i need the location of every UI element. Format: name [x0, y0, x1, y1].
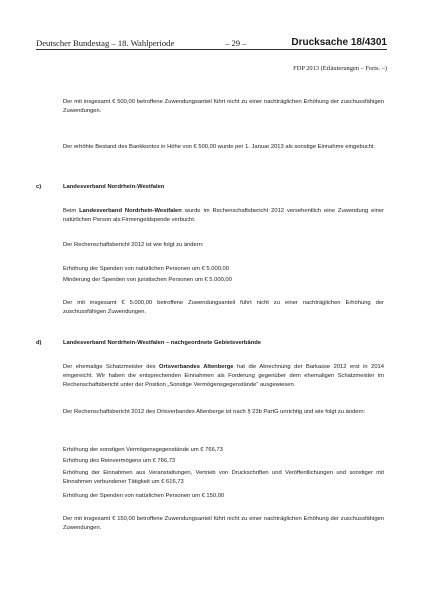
document-number	[291, 37, 387, 48]
paragraph: Der erhöhte Bestand des Bankkontos in Höhe von € 500,00 wurde per 1. Januar 2013 als sonstige Einnahme eingebucht.	[63, 144, 376, 150]
paragraph: Der Rechenschaftsbericht 2012 ist wie folgt zu ändern:	[63, 242, 204, 248]
text-run: hat die Abrechnung der Barkasse 2012 erst in 2014 eingereicht. Wir haben die entsprechenden Einnahmen als Forderung gegenüber dem ehemaligen Schatzmeister im Rechenschaftsbericht unter der Position „Sonstige Vermögensgegenstände“ ausgewiesen.	[63, 364, 384, 389]
paragraph: Der mit insgesamt € 5.000,00 betroffene Zuwendungsanteil führt nicht zu einer nachträglichen Erhöhung der zuschussfähigen Zuwendungen.	[63, 300, 384, 316]
text-run: wurde im Rechenschaftsbericht 2012 versehentlich eine Zuwendung einer natürlichen Person als Firmengeldspende verbucht.	[63, 208, 385, 224]
paragraph	[63, 363, 384, 391]
paragraph: Der Rechenschaftsbericht 2012 des Ortsverbandes Altenberge ist nach § 23b PartG unrichtig und wie folgt zu ändern:	[63, 409, 366, 415]
text-run: Beim	[63, 208, 80, 214]
document-prefix: Drucksache 18/	[291, 37, 365, 48]
change-line: Erhöhung der Einnahmen aus Veranstaltungen, Vertrieb von Druckschriften und Veröffentlichungen und sonstiger mit Einnahmen verbundener Tätigkeit um € 616,73	[63, 470, 384, 486]
change-line: Erhöhung des Reinvermögens um € 766,73	[63, 458, 176, 464]
section-label: c)	[36, 184, 42, 190]
header-rule	[36, 49, 387, 50]
page-header	[36, 36, 387, 50]
document-id: 4301	[364, 37, 387, 48]
text-run: Der ehemalige Schatzmeister des	[63, 364, 160, 370]
change-line: Erhöhung der Spenden von natürlichen Personen um € 5.000,00	[63, 266, 229, 272]
header-parliament: Deutscher Bundestag – 18. Wahlperiode	[36, 38, 175, 48]
section-title: Landesverband Nordrhein-Westfalen	[63, 184, 165, 190]
bold-text: Landesverband Nordrhein-Westfalen	[79, 208, 182, 214]
paragraph: Der mit insgesamt € 500,00 betroffene Zuwendungsanteil führt nicht zu einer nachträglichen Erhöhung der zuschussfähigen Zuwendungen.	[63, 99, 384, 115]
section-title: Landesverband Nordrhein-Westfalen – nachgeordnete Gebietsverbände	[63, 340, 262, 346]
bold-text: Ortsverbandes Altenberge	[159, 364, 234, 370]
paragraph	[63, 207, 384, 225]
change-line: Minderung der Spenden von juristischen Personen um € 5.000,00	[63, 277, 232, 283]
change-line: Erhöhung der sonstigen Vermögensgegenstände um € 766,73	[63, 447, 223, 453]
section-label: d)	[36, 340, 42, 346]
page-number: – 29 –	[225, 38, 247, 48]
paragraph: Der mit insgesamt € 150,00 betroffene Zuwendungsanteil führt nicht zu einer nachträglichen Erhöhung der zuschussfähigen Zuwendungen.	[63, 516, 384, 532]
running-subheader: FDP 2013 (Erläuterungen – Forts. –)	[293, 65, 387, 72]
change-line: Erhöhung der Spenden von natürlichen Personen um € 150,00	[63, 493, 225, 499]
